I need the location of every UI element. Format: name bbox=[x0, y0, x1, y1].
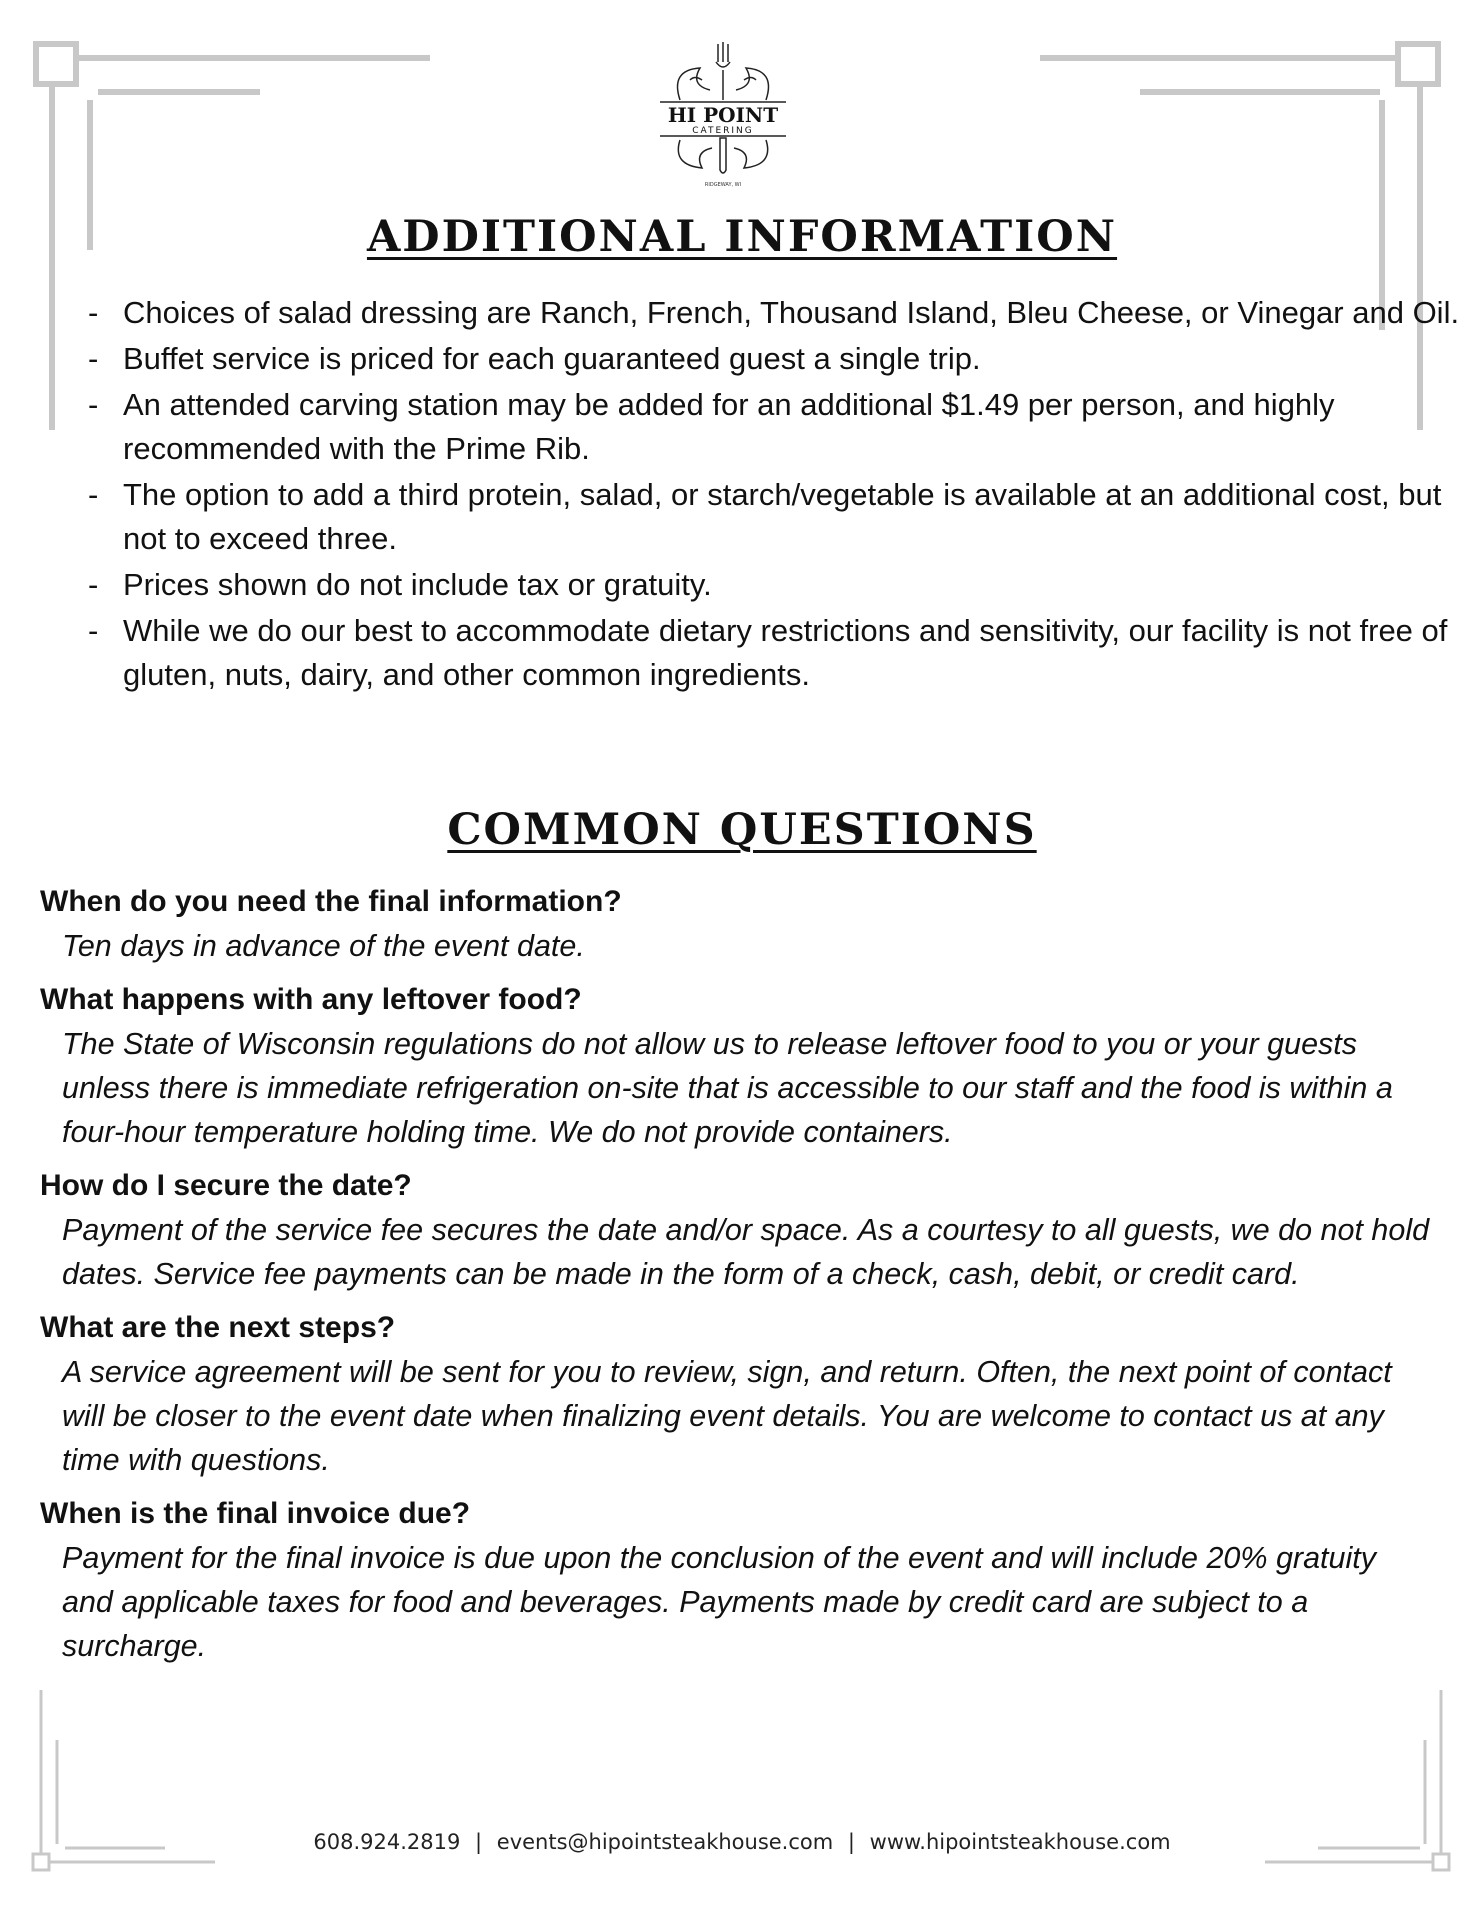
bullet-text: Prices shown do not include tax or gratuity. bbox=[123, 567, 712, 602]
info-bullet-item bbox=[88, 563, 1468, 607]
info-bullet-item bbox=[88, 609, 1468, 697]
bullet-dash: - bbox=[88, 477, 99, 512]
logo-name-line1: HI POINT bbox=[667, 103, 779, 127]
contact-footer bbox=[0, 1830, 1484, 1854]
info-bullet-item bbox=[88, 337, 1468, 381]
bullet-dash: - bbox=[88, 387, 99, 422]
faq-item bbox=[40, 1306, 1460, 1482]
faq-question: How do I secure the date? bbox=[40, 1169, 412, 1202]
faq-question: When is the final invoice due? bbox=[40, 1497, 471, 1530]
faq-answer: Ten days in advance of the event date. bbox=[62, 929, 585, 963]
bullet-dash: - bbox=[88, 295, 99, 330]
common-questions-title: COMMON QUESTIONS bbox=[447, 805, 1037, 855]
footer-website[interactable]: www.hipointsteakhouse.com bbox=[869, 1830, 1171, 1854]
footer-separator: | bbox=[475, 1830, 483, 1854]
bullet-text: An attended carving station may be added for an additional $1.49 per person, and highly recommended with the Prime Rib. bbox=[123, 387, 1335, 466]
faq-question: What are the next steps? bbox=[40, 1311, 396, 1344]
info-bullet-item bbox=[88, 473, 1468, 561]
additional-information-title: ADDITIONAL INFORMATION bbox=[366, 212, 1118, 262]
info-bullet-item bbox=[88, 291, 1468, 335]
footer-email[interactable]: events@hipointsteakhouse.com bbox=[496, 1830, 834, 1854]
additional-information-list bbox=[88, 291, 1468, 699]
faq-question: What happens with any leftover food? bbox=[40, 983, 582, 1016]
faq-answer: A service agreement will be sent for you to review, sign, and return. Often, the next point of contact will be closer to the event date when finalizing event details. You are welcome to contact us at any time with questions. bbox=[62, 1355, 1392, 1477]
footer-separator: | bbox=[847, 1830, 855, 1854]
bullet-dash: - bbox=[88, 567, 99, 602]
logo-location: RIDGEWAY, WI bbox=[704, 182, 742, 188]
faq-item bbox=[40, 1164, 1460, 1296]
bullet-text: Buffet service is priced for each guaranteed guest a single trip. bbox=[123, 341, 981, 376]
faq-item bbox=[40, 1492, 1460, 1668]
bullet-dash: - bbox=[88, 613, 99, 648]
bullet-text: Choices of salad dressing are Ranch, French, Thousand Island, Bleu Cheese, or Vinegar and Oil. bbox=[123, 295, 1460, 330]
logo-name-line2: CATERING bbox=[692, 126, 754, 136]
bullet-dash: - bbox=[88, 341, 99, 376]
faq-answer: The State of Wisconsin regulations do not allow us to release leftover food to you or your guests unless there is immediate refrigeration on-site that is accessible to our staff and the food is within a four-hour temperature holding time. We do not provide containers. bbox=[62, 1027, 1393, 1149]
faq-item bbox=[40, 880, 1460, 968]
faq-answer: Payment for the final invoice is due upon the conclusion of the event and will include 20% gratuity and applicable taxes for food and beverages. Payments made by credit card are subject to a surcharge. bbox=[62, 1541, 1376, 1663]
faq-question: When do you need the final information? bbox=[40, 885, 622, 918]
faq-list bbox=[40, 880, 1460, 1678]
hi-point-catering-logo bbox=[650, 40, 796, 190]
faq-item bbox=[40, 978, 1460, 1154]
info-bullet-item bbox=[88, 383, 1468, 471]
faq-answer: Payment of the service fee secures the date and/or space. As a courtesy to all guests, we do not hold dates. Service fee payments can be made in the form of a check, cash, debit, or credit card. bbox=[62, 1213, 1430, 1291]
footer-phone: 608.924.2819 bbox=[313, 1830, 461, 1854]
bullet-text: While we do our best to accommodate dietary restrictions and sensitivity, our facility is not free of gluten, nuts, dairy, and other common ingredients. bbox=[123, 613, 1448, 692]
bullet-text: The option to add a third protein, salad, or starch/vegetable is available at an additional cost, but not to exceed three. bbox=[123, 477, 1442, 556]
